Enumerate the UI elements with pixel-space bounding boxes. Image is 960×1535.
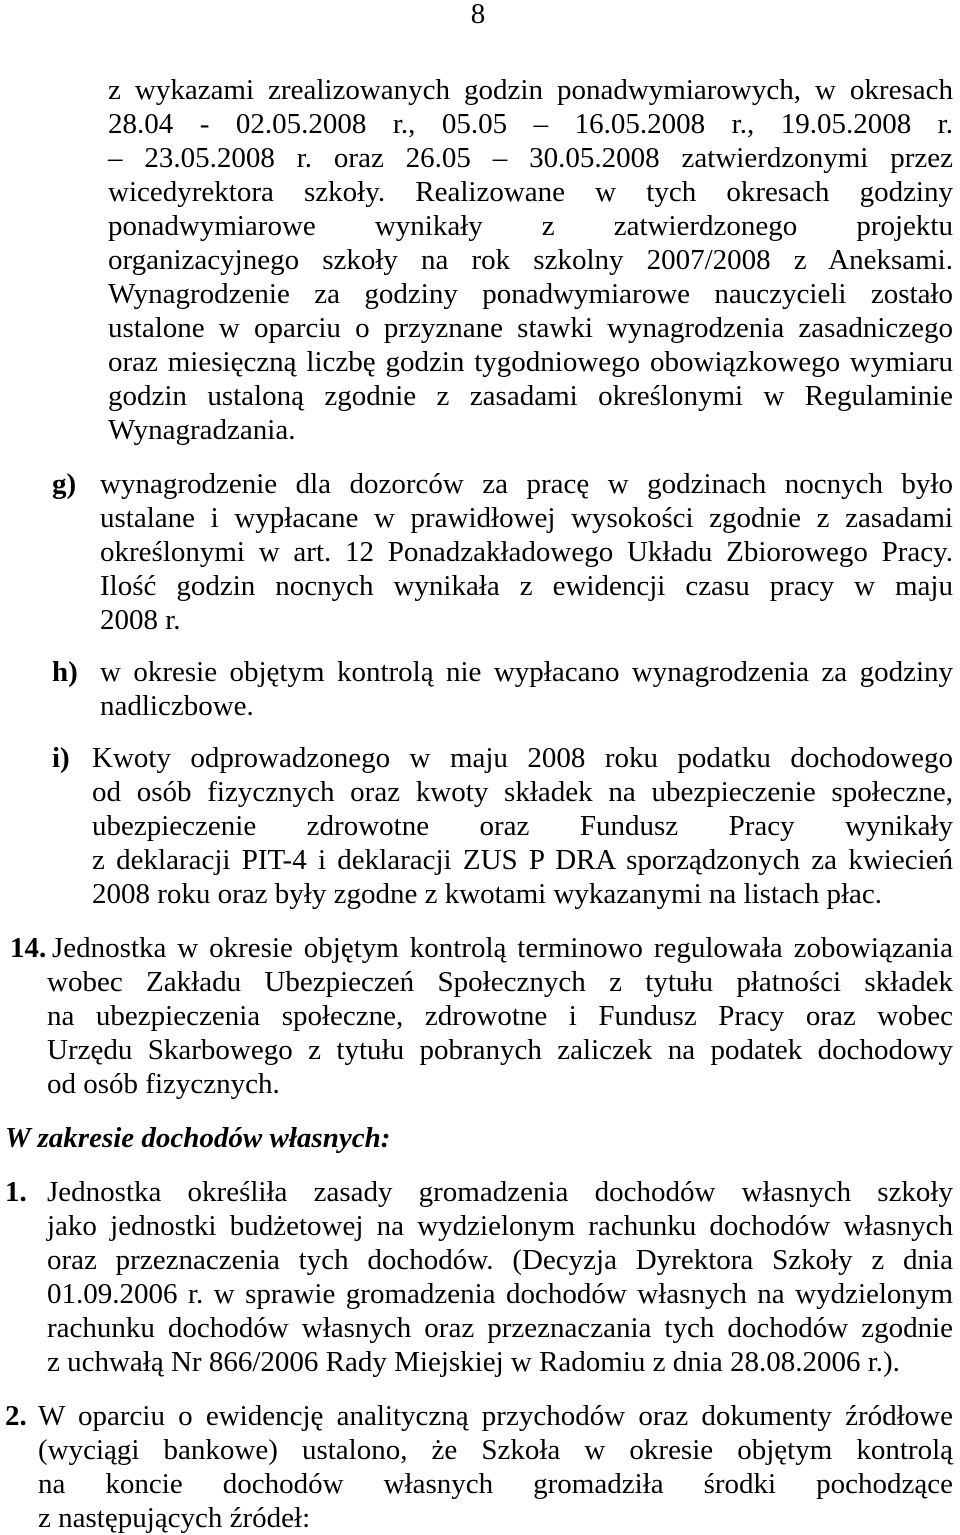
- text-line: oraz miesięczną liczbę godzin tygodniowego obowiązkowego wymiaru: [108, 346, 953, 378]
- item-label: 2.: [5, 1400, 27, 1432]
- text-line: 2008 roku oraz były zgodne z kwotami wykazanymi na listach płac.: [92, 878, 883, 910]
- text-line: jako jednostki budżetowej na wydzielonym rachunku dochodów własnych: [47, 1210, 953, 1242]
- text-line: Jednostka w okresie objętym kontrolą terminowo regulowała zobowiązania: [52, 932, 953, 964]
- text-line: 28.04 - 02.05.2008 r., 05.05 – 16.05.2008 r., 19.05.2008 r.: [108, 108, 953, 140]
- text-line: oraz przeznaczenia tych dochodów. (Decyzja Dyrektora Szkoły z dnia: [47, 1244, 953, 1276]
- text-line: ustalone w oparciu o przyznane stawki wynagrodzenia zasadniczego: [108, 312, 953, 344]
- text-line: określonymi w art. 12 Ponadzakładowego Układu Zbiorowego Pracy.: [100, 536, 953, 568]
- item-label: h): [52, 656, 78, 688]
- text-line: wynagrodzenie dla dozorców za pracę w godzinach nocnych było: [100, 468, 953, 500]
- section-heading: W zakresie dochodów własnych:: [5, 1122, 391, 1154]
- text-line: (wyciągi bankowe) ustalono, że Szkoła w okresie objętym kontrolą: [38, 1434, 953, 1466]
- text-line: 2008 r.: [100, 604, 181, 636]
- text-line: Ilość godzin nocnych wynikała z ewidencji czasu pracy w maju: [100, 570, 953, 602]
- text-line: wobec Zakładu Ubezpieczeń Społecznych z tytułu płatności składek: [47, 966, 953, 998]
- text-line: z deklaracji PIT-4 i deklaracji ZUS P DRA sporządzonych za kwiecień: [92, 844, 953, 876]
- text-line: na ubezpieczenia społeczne, zdrowotne i Fundusz Pracy oraz wobec: [47, 1000, 953, 1032]
- text-line: Jednostka określiła zasady gromadzenia dochodów własnych szkoły: [47, 1176, 953, 1208]
- text-line: Wynagradzania.: [108, 414, 296, 446]
- text-line: rachunku dochodów własnych oraz przeznaczania tych dochodów zgodnie: [47, 1312, 953, 1344]
- text-line: nadliczbowe.: [100, 690, 254, 722]
- page-number: 8: [470, 0, 486, 30]
- text-line: od osób fizycznych oraz kwoty składek na ubezpieczenie społeczne,: [92, 776, 953, 808]
- text-line: 01.09.2006 r. w sprawie gromadzenia dochodów własnych na wydzielonym: [47, 1278, 953, 1310]
- text-line: od osób fizycznych.: [47, 1068, 280, 1100]
- text-line: godzin ustaloną zgodnie z zasadami określonymi w Regulaminie: [108, 380, 953, 412]
- text-line: Kwoty odprowadzonego w maju 2008 roku podatku dochodowego: [92, 742, 953, 774]
- text-line: organizacyjnego szkoły na rok szkolny 2007/2008 z Aneksami.: [108, 244, 953, 276]
- text-line: W oparciu o ewidencję analityczną przychodów oraz dokumenty źródłowe: [38, 1400, 953, 1432]
- text-line: z uchwałą Nr 866/2006 Rady Miejskiej w Radomiu z dnia 28.08.2006 r.).: [47, 1346, 900, 1378]
- item-label: i): [52, 742, 70, 774]
- text-line: ponadwymiarowe wynikały z zatwierdzonego projektu: [108, 210, 953, 242]
- text-line: Urzędu Skarbowego z tytułu pobranych zaliczek na podatek dochodowy: [47, 1034, 953, 1066]
- item-label: 1.: [5, 1176, 27, 1208]
- item-label: g): [52, 468, 77, 500]
- item-label: 14.: [10, 932, 47, 964]
- text-line: wicedyrektora szkoły. Realizowane w tych okresach godziny: [108, 176, 953, 208]
- text-line: z następujących źródeł:: [38, 1502, 311, 1534]
- text-line: Wynagrodzenie za godziny ponadwymiarowe nauczycieli zostało: [108, 278, 953, 310]
- text-line: w okresie objętym kontrolą nie wypłacano wynagrodzenia za godziny: [100, 656, 953, 688]
- text-line: ubezpieczenie zdrowotne oraz Fundusz Pracy wynikały: [92, 810, 953, 842]
- text-line: – 23.05.2008 r. oraz 26.05 – 30.05.2008 zatwierdzonymi przez: [108, 142, 953, 174]
- text-line: na koncie dochodów własnych gromadziła środki pochodzące: [38, 1468, 953, 1500]
- text-line: z wykazami zrealizowanych godzin ponadwymiarowych, w okresach: [108, 74, 953, 106]
- text-line: ustalane i wypłacane w prawidłowej wysokości zgodnie z zasadami: [100, 502, 953, 534]
